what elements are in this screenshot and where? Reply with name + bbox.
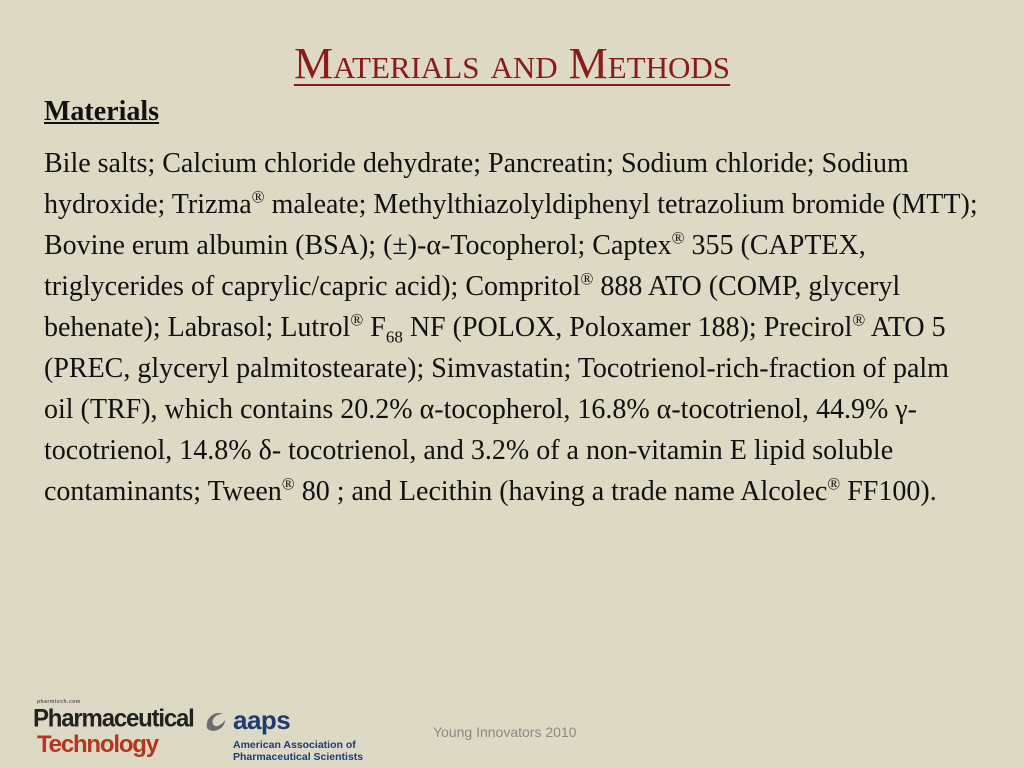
registered-mark: ® (852, 310, 866, 330)
text-run: Bile salts; Calcium chloride dehydrate; Pancreatin; Sodium chloride; Sodium hydroxide; Trizma (44, 148, 909, 220)
footer-event-text: Young Innovators 2010 (433, 724, 577, 740)
registered-mark: ® (827, 474, 841, 494)
registered-mark: ® (580, 269, 594, 289)
text-run: F (363, 312, 386, 343)
text-run: NF (POLOX, Poloxamer 188); Precirol (402, 312, 853, 343)
pharmtech-url: pharmtech.com (37, 699, 81, 705)
text-run: 355 (CAPTEX, triglycerides of caprylic/capric acid); Compritol (44, 230, 866, 302)
text-run: FF100). (840, 476, 937, 507)
registered-mark: ® (281, 474, 295, 494)
subscript: 68 (385, 327, 403, 347)
registered-mark: ® (251, 187, 265, 207)
text-run: ATO 5 (PREC, glyceryl palmitostearate); Simvastatin; Tocotrienol-rich-fraction of palm oil (TRF), which contains 20.2% α-tocopherol, 16.8% α-tocotrienol, 44.9% γ-tocotrienol, 14.8% δ- tocotrienol, and 3.2% of a non-vitamin E lipid soluble contaminants; Tween (44, 312, 949, 507)
materials-subheading: Materials (44, 96, 160, 127)
text-run: maleate; Methylthiazolyldiphenyl tetrazolium bromide (MTT); Bovine erum albumin (BSA); (±)-α-Tocopherol; Captex (44, 189, 978, 261)
logo-line-1: Pharmaceutical (33, 704, 194, 733)
aaps-swirl-icon (203, 708, 229, 734)
slide-title: Materials and Methods (293, 39, 731, 88)
aaps-wordmark: aaps (233, 705, 291, 735)
logo-line-2: Technology (37, 731, 158, 758)
aaps-full-name: American Association of Pharmaceutical Scientists (233, 739, 364, 763)
registered-mark: ® (350, 310, 364, 330)
materials-paragraph (44, 143, 979, 512)
text-run: 888 ATO (COMP, glyceryl behenate); Labrasol; Lutrol (44, 271, 901, 343)
registered-mark: ® (671, 228, 685, 248)
text-run: 80 ; and Lecithin (having a trade name Alcolec (294, 476, 828, 507)
materials-body (44, 143, 979, 512)
